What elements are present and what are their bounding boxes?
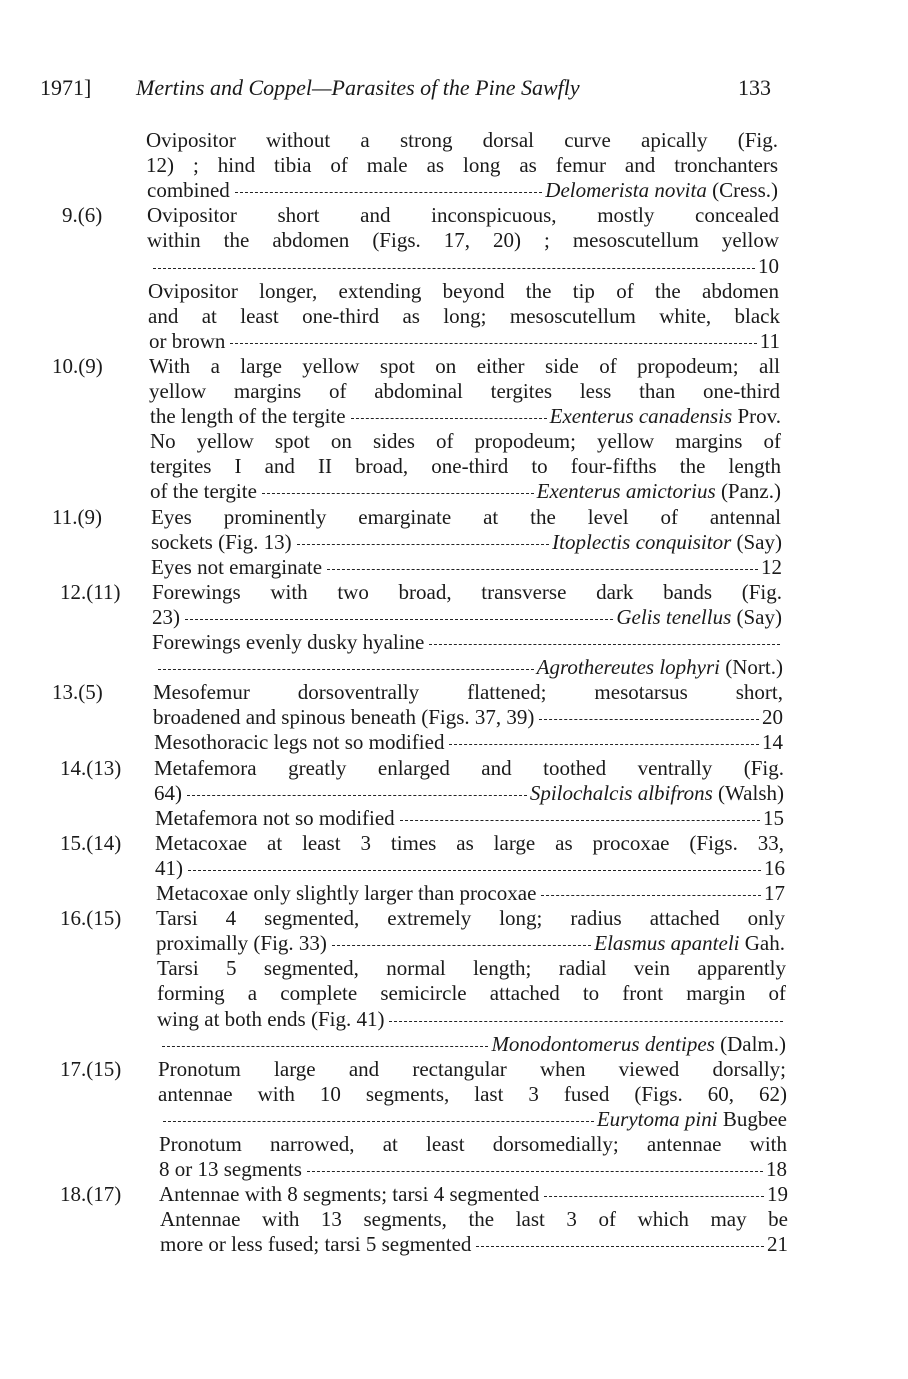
key-lead-line [147, 178, 778, 203]
key-line: Eyes prominently emarginate at the level of antennal [151, 505, 781, 529]
couplet-number: 12.(11) [60, 580, 121, 604]
couplet-number: 17.(15) [60, 1057, 122, 1081]
lead-text: or brown [149, 329, 226, 353]
key-line: Pronotum narrowed, at least dorsomedially; antennae with [159, 1132, 787, 1156]
lead-text: Metafemora not so modified [155, 806, 395, 830]
taxon-name: Exenterus amictorius [536, 479, 716, 503]
leader-dashes [541, 895, 761, 896]
couplet-reference: 15 [763, 806, 784, 830]
couplet-reference: 19 [767, 1182, 788, 1206]
taxon-author: (Cress.) [712, 178, 778, 202]
key-lead-line [155, 806, 784, 831]
lead-text: Antennae with 8 segments; tarsi 4 segmented [159, 1182, 540, 1206]
key-lead-line [156, 931, 785, 956]
couplet-reference: 16 [764, 856, 785, 880]
leader-dashes [332, 945, 591, 946]
lead-text: combined [147, 178, 230, 202]
taxon-name: Monodontomerus dentipes [491, 1032, 715, 1056]
leader-dashes [400, 820, 760, 821]
lead-text: of the tergite [150, 479, 257, 503]
key-lead-line [149, 329, 780, 354]
couplet-reference: 11 [759, 329, 780, 353]
taxon-name: Agrothereutes lophyri [536, 655, 721, 679]
leader-dashes [153, 268, 755, 269]
key-lead-line [159, 1157, 787, 1182]
lead-text: Metacoxae only slightly larger than procoxae [156, 881, 537, 905]
couplet-reference: 12 [761, 555, 782, 579]
year-label: 1971] [40, 75, 92, 100]
key-line: Ovipositor short and inconspicuous, mostly concealed [147, 203, 779, 227]
key-line: Metacoxae at least 3 times as large as procoxae (Figs. 33, [155, 831, 784, 855]
couplet-reference: 18 [766, 1157, 787, 1181]
lead-text: proximally (Fig. 33) [156, 931, 327, 955]
key-lead-line [156, 881, 785, 906]
key-line: yellow margins of abdominal tergites less than one-third [149, 379, 780, 403]
taxon-author: Prov. [737, 404, 781, 428]
leader-dashes [297, 544, 550, 545]
couplet-reference: 20 [762, 705, 783, 729]
couplet-number: 14.(13) [60, 756, 122, 780]
leader-dashes [187, 795, 527, 796]
key-lead-line [154, 730, 783, 755]
key-lead-line [152, 630, 783, 655]
couplet-reference: 17 [764, 881, 785, 905]
leader-dashes [327, 569, 758, 570]
couplet-reference: 10 [758, 254, 779, 278]
key-lead-line [153, 705, 783, 730]
couplet-number: 11.(9) [52, 505, 102, 529]
leader-dashes [307, 1171, 763, 1172]
taxon-author: (Say) [736, 605, 782, 629]
taxon-author: Bugbee [722, 1107, 787, 1131]
lead-text: 64) [154, 781, 182, 805]
key-lead-line [154, 781, 784, 806]
leader-dashes [476, 1246, 764, 1247]
lead-text: sockets (Fig. 13) [151, 530, 292, 554]
leader-dashes [262, 493, 534, 494]
running-title: Mertins and Coppel—Parasites of the Pine Sawfly [136, 75, 580, 100]
couplet-number: 15.(14) [60, 831, 122, 855]
key-lead-line [160, 1232, 788, 1257]
key-lead-line [157, 1007, 786, 1032]
leader-dashes [544, 1196, 764, 1197]
lead-text: Forewings evenly dusky hyaline [152, 630, 425, 654]
key-lead-line [155, 856, 785, 881]
leader-dashes [429, 644, 780, 645]
taxon-author: (Panz.) [720, 479, 781, 503]
lead-text: more or less fused; tarsi 5 segmented [160, 1232, 472, 1256]
lead-text: Eyes not emarginate [151, 555, 323, 579]
taxon-author: (Say) [736, 530, 782, 554]
key-line: No yellow spot on sides of propodeum; yellow margins of [150, 429, 781, 453]
couplet-number: 10.(9) [52, 354, 103, 378]
taxon-author: (Nort.) [725, 655, 783, 679]
taxon-author: Gah. [744, 931, 785, 955]
leader-dashes [188, 870, 761, 871]
taxon-name: Eurytoma pini [596, 1107, 718, 1131]
key-lead-line [157, 1032, 786, 1057]
couplet-number: 13.(5) [52, 680, 103, 704]
key-lead-line [148, 254, 779, 279]
lead-text: broadened and spinous beneath (Figs. 37, 39) [153, 705, 535, 729]
taxon-name: Delomerista novita [545, 178, 707, 202]
lead-text: 23) [152, 605, 180, 629]
lead-text: the length of the tergite [150, 404, 346, 428]
key-line: Mesofemur dorsoventrally flattened; mesotarsus short, [153, 680, 783, 704]
leader-dashes [539, 719, 759, 720]
key-line: With a large yellow spot on either side of propodeum; all [149, 354, 780, 378]
taxon-name: Itoplectis conquisitor [552, 530, 732, 554]
key-line: tergites I and II broad, one-third to four-fifths the length [150, 454, 781, 478]
lead-text: Mesothoracic legs not so modified [154, 730, 445, 754]
taxon-name: Gelis tenellus [616, 605, 732, 629]
key-lead-line [153, 655, 783, 680]
leader-dashes [389, 1021, 783, 1022]
couplet-number: 18.(17) [60, 1182, 122, 1206]
taxon-name: Spilochalcis albifrons [529, 781, 713, 805]
key-line: Metafemora greatly enlarged and toothed ventrally (Fig. [154, 756, 784, 780]
key-line: Antennae with 13 segments, the last 3 of which may be [160, 1207, 788, 1231]
taxon-name: Exenterus canadensis [549, 404, 733, 428]
key-line: and at least one-third as long; mesoscutellum white, black [148, 304, 780, 328]
taxon-author: (Walsh) [718, 781, 784, 805]
leader-dashes [185, 619, 613, 620]
taxon-author: (Dalm.) [720, 1032, 786, 1056]
key-lead-line [158, 1107, 787, 1132]
leader-dashes [449, 744, 759, 745]
key-lead-line [150, 479, 781, 504]
lead-text: 41) [155, 856, 183, 880]
leader-dashes [162, 1046, 488, 1047]
leader-dashes [163, 1121, 594, 1122]
leader-dashes [235, 192, 542, 193]
key-lead-line [151, 530, 782, 555]
key-lead-line [151, 555, 782, 580]
leader-dashes [351, 418, 547, 419]
key-line: Pronotum large and rectangular when viewed dorsally; [158, 1057, 786, 1081]
key-lead-line [152, 605, 782, 630]
leader-dashes [158, 669, 534, 670]
key-line: Tarsi 5 segmented, normal length; radial vein apparently [157, 956, 786, 980]
lead-text: wing at both ends (Fig. 41) [157, 1007, 385, 1031]
key-lead-line [159, 1182, 788, 1207]
key-line: within the abdomen (Figs. 17, 20) ; mesoscutellum yellow [147, 228, 779, 252]
couplet-number: 16.(15) [60, 906, 122, 930]
couplet-reference: 21 [767, 1232, 788, 1256]
page-number: 133 [738, 75, 771, 100]
key-line: Forewings with two broad, transverse dark bands (Fig. [152, 580, 782, 604]
leader-dashes [230, 343, 756, 344]
couplet-number: 9.(6) [62, 203, 103, 227]
couplet-reference: 14 [762, 730, 783, 754]
key-line: antennae with 10 segments, last 3 fused (Figs. 60, 62) [158, 1082, 787, 1106]
lead-text: 8 or 13 segments [159, 1157, 302, 1181]
key-line: forming a complete semicircle attached to front margin of [157, 981, 786, 1005]
key-line: Ovipositor without a strong dorsal curve apically (Fig. [146, 128, 778, 152]
key-line: 12) ; hind tibia of male as long as femur and tronchanters [146, 153, 778, 177]
taxon-name: Elasmus apanteli [594, 931, 740, 955]
key-line: Ovipositor longer, extending beyond the tip of the abdomen [148, 279, 779, 303]
key-lead-line [150, 404, 781, 429]
key-line: Tarsi 4 segmented, extremely long; radius attached only [156, 906, 785, 930]
